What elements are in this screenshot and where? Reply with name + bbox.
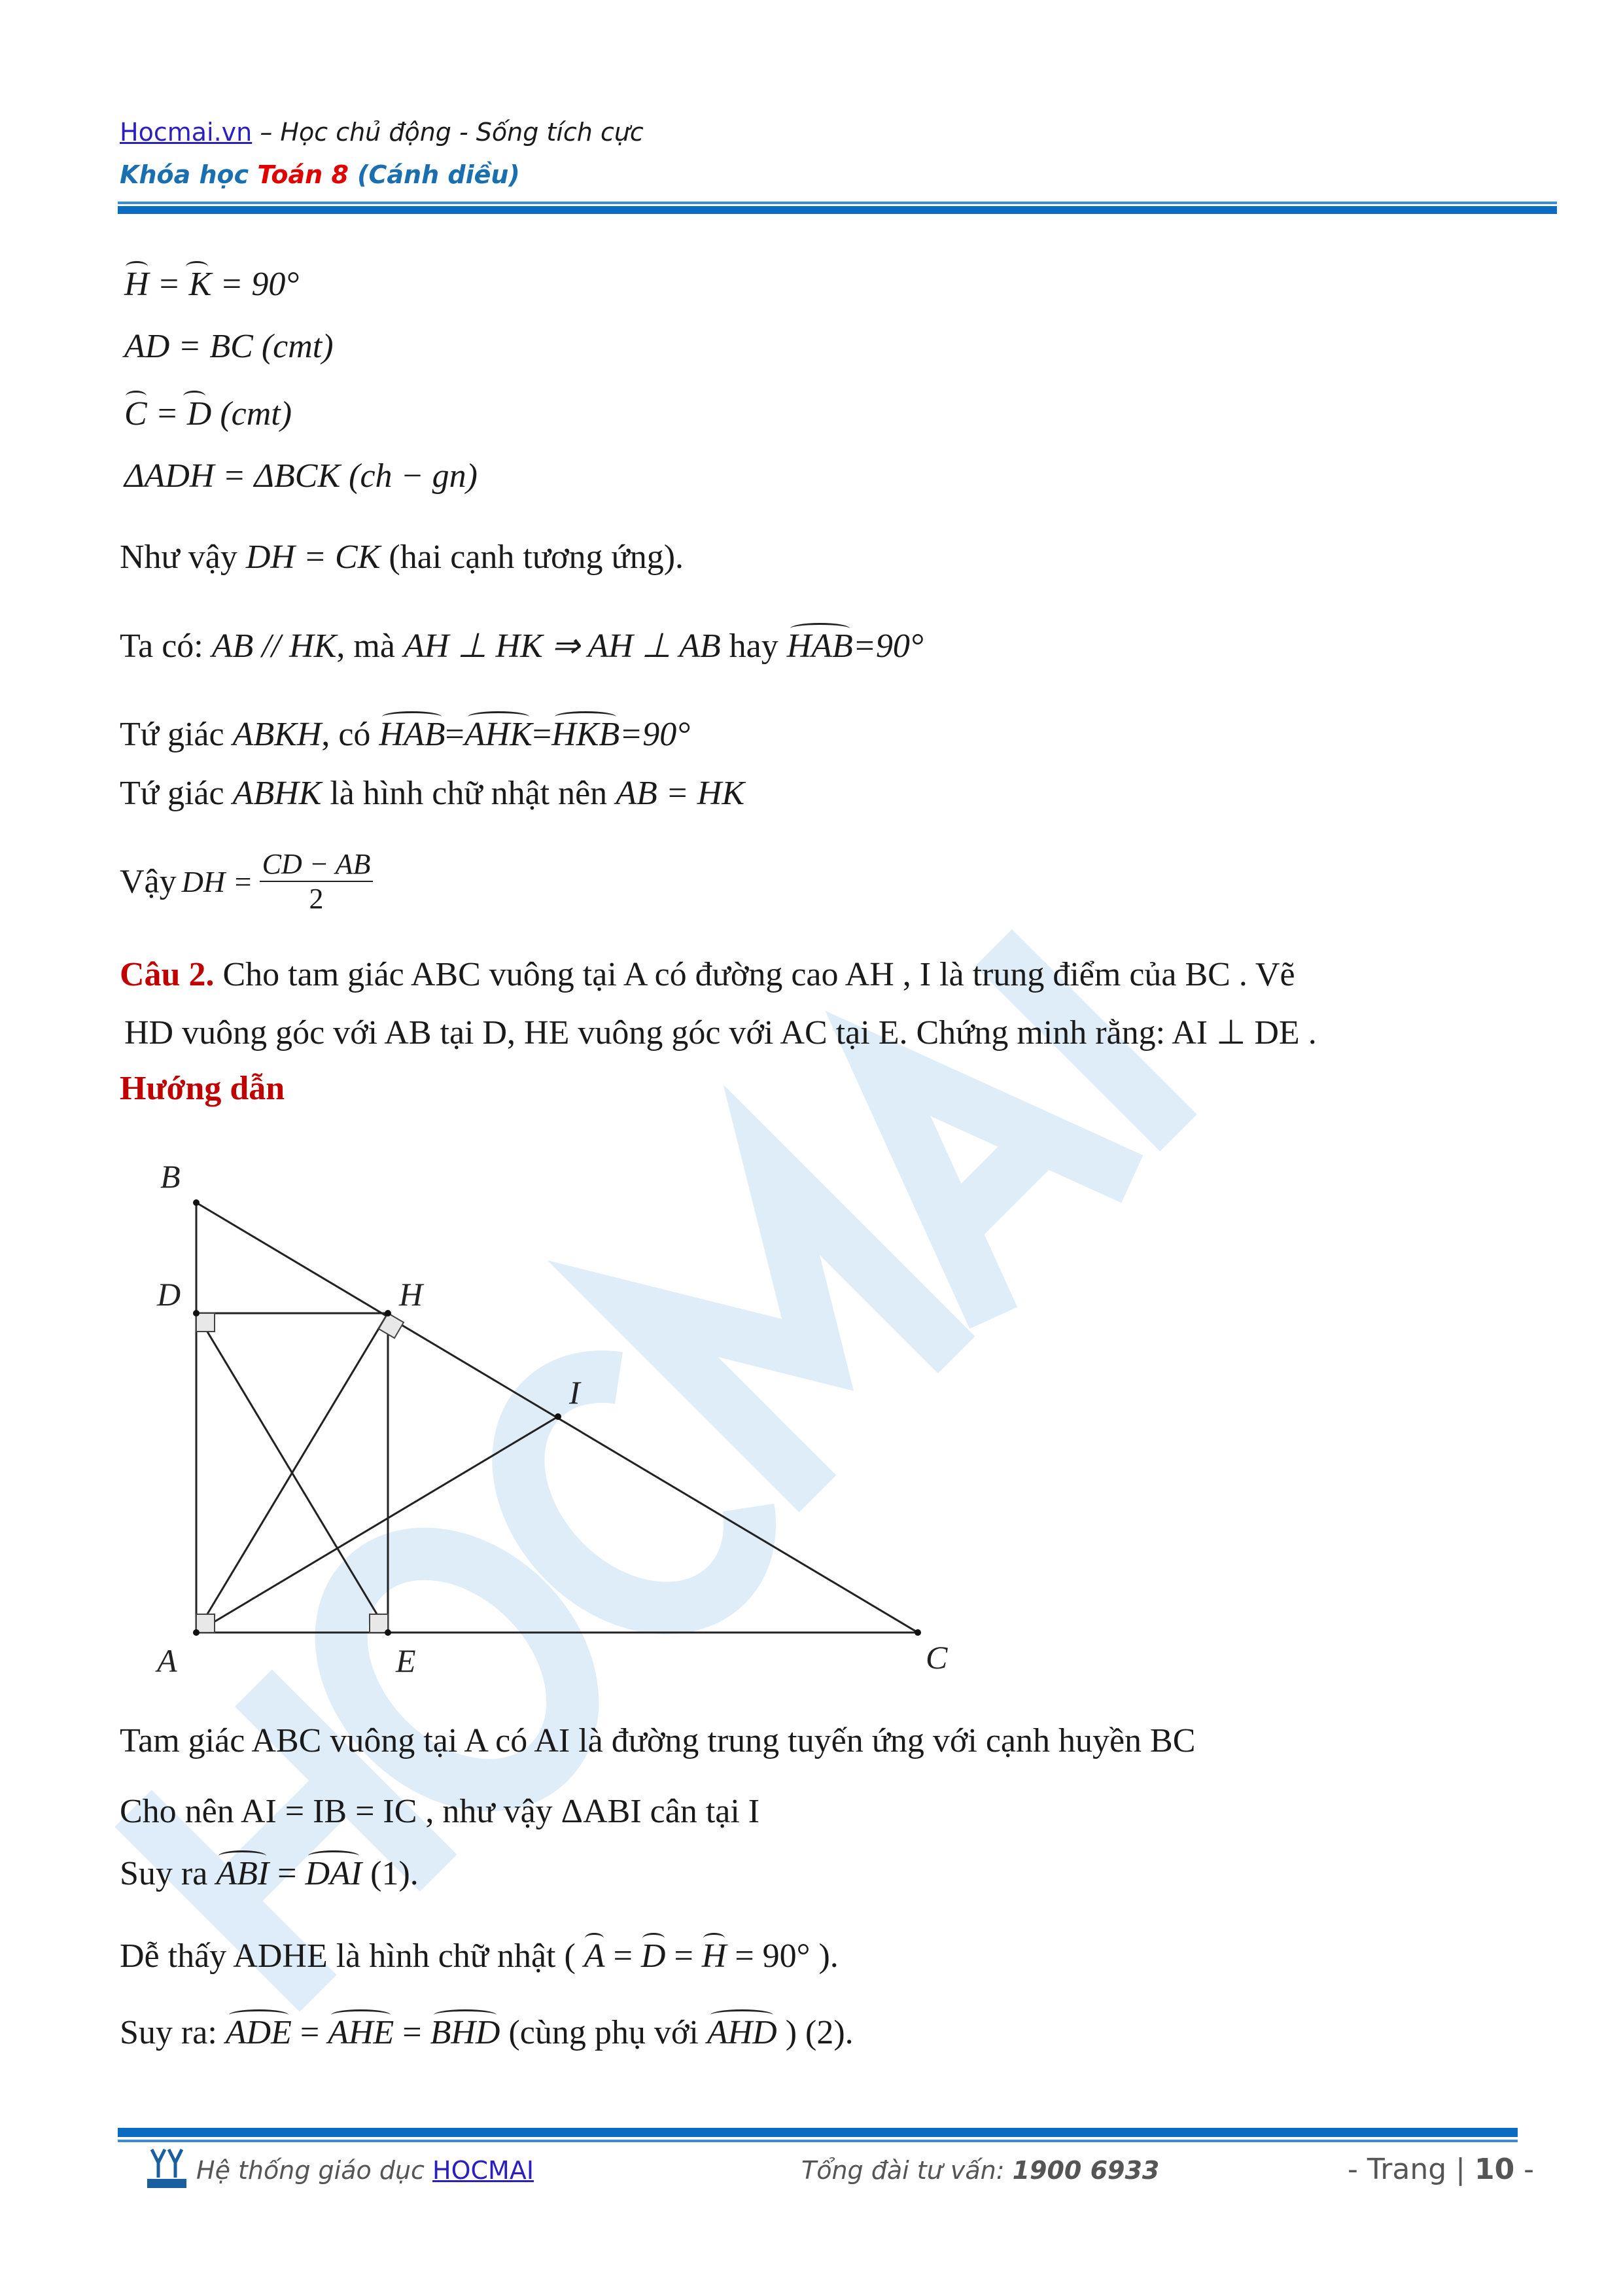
text: là hình chữ nhật nên [321, 775, 616, 812]
course-subject: Toán 8 [257, 160, 349, 189]
hotline-number: 1900 6933 [1012, 2156, 1160, 2185]
hocmai-link[interactable]: Hocmai.vn [120, 118, 253, 147]
angle: D [640, 1937, 666, 1975]
header-divider [118, 206, 1557, 214]
course-title [120, 160, 520, 189]
solution-line-5: Suy ra: ADE = AHE = BHD (cùng phụ với AHD ) (2). [120, 2014, 854, 2051]
segment-ai [196, 1417, 558, 1633]
label-a: A [157, 1642, 177, 1679]
hocmai-brand-link[interactable]: HOCMAI [432, 2156, 534, 2185]
footer-hotline [801, 2156, 1159, 2185]
guide-heading: Hướng dẫn [120, 1070, 285, 1107]
math: AH ⊥ HK ⇒ AH ⊥ AB [403, 627, 721, 665]
line-angles-right-wrap [124, 265, 299, 304]
angle: A [584, 1937, 605, 1975]
text: Ta có: [120, 627, 212, 665]
right-angle-marks [196, 1313, 404, 1633]
geometry-figure [0, 1112, 1047, 1701]
label-d: D [157, 1276, 181, 1313]
line-c-d-wrap [124, 395, 292, 433]
header-line-1 [120, 118, 644, 147]
slogan: – Học chủ động - Sống tích cực [252, 118, 644, 147]
text: , mà [336, 627, 404, 665]
page-number-value: 10 [1474, 2153, 1515, 2186]
math: =90° [852, 627, 924, 665]
line-dh-ck [120, 538, 684, 576]
question-text: Cho tam giác ABC vuông tại A có đường cao AH , I là trung điểm của BC . Vẽ [214, 956, 1295, 993]
text: (1). [362, 1855, 419, 1892]
text: ) (2). [777, 2014, 854, 2051]
label-h: H [399, 1276, 423, 1313]
angle: ADE [225, 2014, 292, 2051]
solution-line-4: Dễ thấy ADHE là hình chữ nhật ( A = D = H = 90° ). [120, 1937, 839, 1975]
math: ABKH [232, 716, 322, 753]
line-congruent: ΔADH = ΔBCK (ch − gn) [124, 457, 478, 495]
footer-divider-thin [118, 2140, 1518, 2142]
line-ad-bc: AD = BC (cmt) [124, 328, 334, 365]
math: DH = [181, 864, 253, 898]
text: hay [720, 627, 787, 665]
label-i: I [569, 1374, 580, 1411]
text: - Trang | [1348, 2153, 1475, 2186]
line-abhk [120, 774, 744, 813]
question-2-line-2: HD vuông góc với AB tại D, HE vuông góc với AC tại E. Chứng minh rằng: AI ⊥ DE . [124, 1014, 1317, 1051]
text: (hai cạnh tương ứng). [380, 539, 684, 576]
angle-hat-k [186, 261, 208, 272]
line-angles-right: H = K = 90° [124, 266, 300, 303]
solution-line-1: Tam giác ABC vuông tại A có AI là đường trung tuyến ứng với cạnh huyền BC [120, 1722, 1196, 1759]
math: AB = HK [616, 775, 745, 812]
angle: HKB [551, 716, 620, 753]
label-b: B [160, 1158, 181, 1195]
text: Như vậy [120, 539, 246, 576]
text: Tổng đài tư vấn: [801, 2156, 1013, 2185]
angle: ABI [216, 1855, 270, 1892]
angle: DAI [305, 1855, 362, 1892]
course-suffix: (Cánh diều) [348, 160, 520, 189]
text: Dễ thấy ADHE là hình chữ nhật ( [120, 1937, 584, 1975]
text: Tứ giác [120, 716, 233, 753]
math: DH = CK [245, 539, 381, 576]
solution-line-3: Suy ra ABI = DAI (1). [120, 1855, 419, 1892]
numerator: CD − AB [260, 847, 374, 882]
footer-system [196, 2156, 534, 2185]
angle: HAB [786, 627, 853, 665]
fraction [260, 847, 374, 915]
angle: AHD [707, 2014, 777, 2051]
question-2-line-1 [120, 955, 1295, 994]
angle-hat-c [126, 391, 147, 402]
text: Suy ra [120, 1855, 217, 1892]
header-divider-thin [118, 202, 1557, 204]
angle: HAB [379, 716, 445, 753]
math: ABHK [232, 775, 322, 812]
footer-divider [118, 2128, 1518, 2137]
angle: AHK [464, 716, 532, 753]
text: Vậy [120, 862, 177, 900]
course-prefix: Khóa học [120, 160, 258, 189]
angle-hat-d [183, 391, 205, 402]
text: , có [321, 716, 379, 753]
text: = 90° ). [726, 1937, 839, 1975]
question-label: Câu 2. [120, 956, 215, 993]
line-c-d: C = D (cmt) [124, 395, 292, 433]
angle: BHD [430, 2014, 500, 2051]
angle: H [701, 1937, 727, 1975]
label-c: C [926, 1639, 948, 1676]
text: (cùng phụ với [500, 2014, 707, 2051]
page-number [1348, 2153, 1534, 2186]
solution-line-2: Cho nên AI = IB = IC , như vậy ΔABI cân tại I [120, 1793, 760, 1830]
denominator: 2 [309, 883, 324, 915]
hocmai-logo-icon [144, 2146, 190, 2192]
line-ta-co [120, 626, 924, 665]
math: AB // HK [211, 627, 337, 665]
text: Suy ra: [120, 2014, 226, 2051]
label-e: E [396, 1642, 416, 1679]
text: Hệ thống giáo dục [196, 2156, 433, 2185]
text: - [1514, 2153, 1535, 2186]
angle: AHE [328, 2014, 394, 2051]
math: =90° [620, 716, 691, 753]
angle-hat-h [126, 261, 148, 272]
text: Tứ giác [120, 775, 233, 812]
line-abkh: Tứ giác ABKH, có HAB=AHK=HKB=90° [120, 716, 691, 753]
line-conclusion [120, 847, 373, 915]
